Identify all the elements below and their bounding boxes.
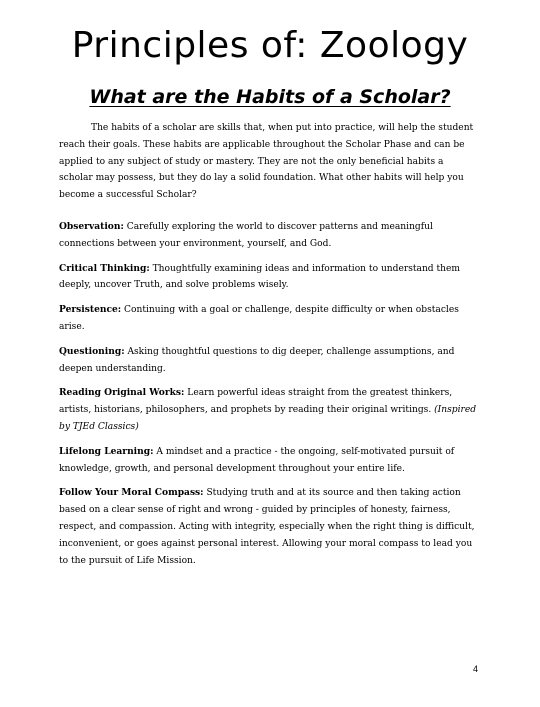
habit-lifelong-learning — [59, 444, 479, 478]
habit-description: A mindset and a practice - the ongoing, self-motivated pursuit of knowledge, growth, and personal development throughout your entire life. — [59, 446, 455, 474]
habit-questioning — [59, 344, 479, 378]
intro-paragraph: The habits of a scholar are skills that, when put into practice, will help the student reach their goals. These habits are applicable throughout the Scholar Phase and can be applied to any subject of study or mastery. They are not the only beneficial habits a scholar may possess, but they do lay a solid foundation. What other habits will help you become a successful Scholar? — [59, 123, 474, 201]
habit-observation — [59, 219, 479, 253]
habit-name: Critical Thinking: — [59, 262, 150, 274]
habit-note: (Inspired by TJEd Classics) — [59, 405, 477, 432]
habit-critical-thinking — [59, 261, 479, 295]
habit-moral-compass — [59, 485, 479, 569]
habit-name: Lifelong Learning: — [59, 445, 154, 457]
habit-name: Reading Original Works: — [59, 387, 185, 399]
page-subtitle: What are the Habits of a Scholar? — [89, 86, 451, 108]
habit-description: Studying truth and at its source and then taking action based on a clear sense of right and wrong - guided by principles of honesty, fairness, respect, and compassion. Acting with integrity, especially when the right thing is difficult, inconvenient, or goes against personal interest. Allowing your moral compass to lead you to the pursuit of Life Mission. — [59, 488, 475, 566]
habit-description: Continuing with a goal or challenge, despite difficulty or when obstacles arise. — [59, 305, 459, 332]
habit-description: Learn powerful ideas straight from the greatest thinkers, artists, historians, philosophers, and prophets by reading their original writings. — [59, 388, 453, 416]
habit-persistence — [59, 302, 479, 336]
habit-reading-original-works — [59, 385, 479, 435]
habit-name: Observation: — [59, 220, 124, 232]
page-number: 4 — [473, 664, 479, 674]
habit-description: Carefully exploring the world to discover patterns and meaningful connections between your environment, yourself, and God. — [59, 221, 433, 249]
habit-description: Thoughtfully examining ideas and information to understand them deeply, uncover Truth, and solve problems wisely. — [59, 263, 461, 291]
habit-name: Persistence: — [59, 304, 122, 316]
habit-description: Asking thoughtful questions to dig deeper, challenge assumptions, and deepen understanding. — [59, 346, 455, 374]
habit-name: Follow Your Moral Compass: — [59, 487, 204, 499]
page-title: Principles of: Zoology — [71, 25, 469, 66]
habit-name: Questioning: — [59, 345, 125, 357]
body-content — [59, 120, 479, 577]
